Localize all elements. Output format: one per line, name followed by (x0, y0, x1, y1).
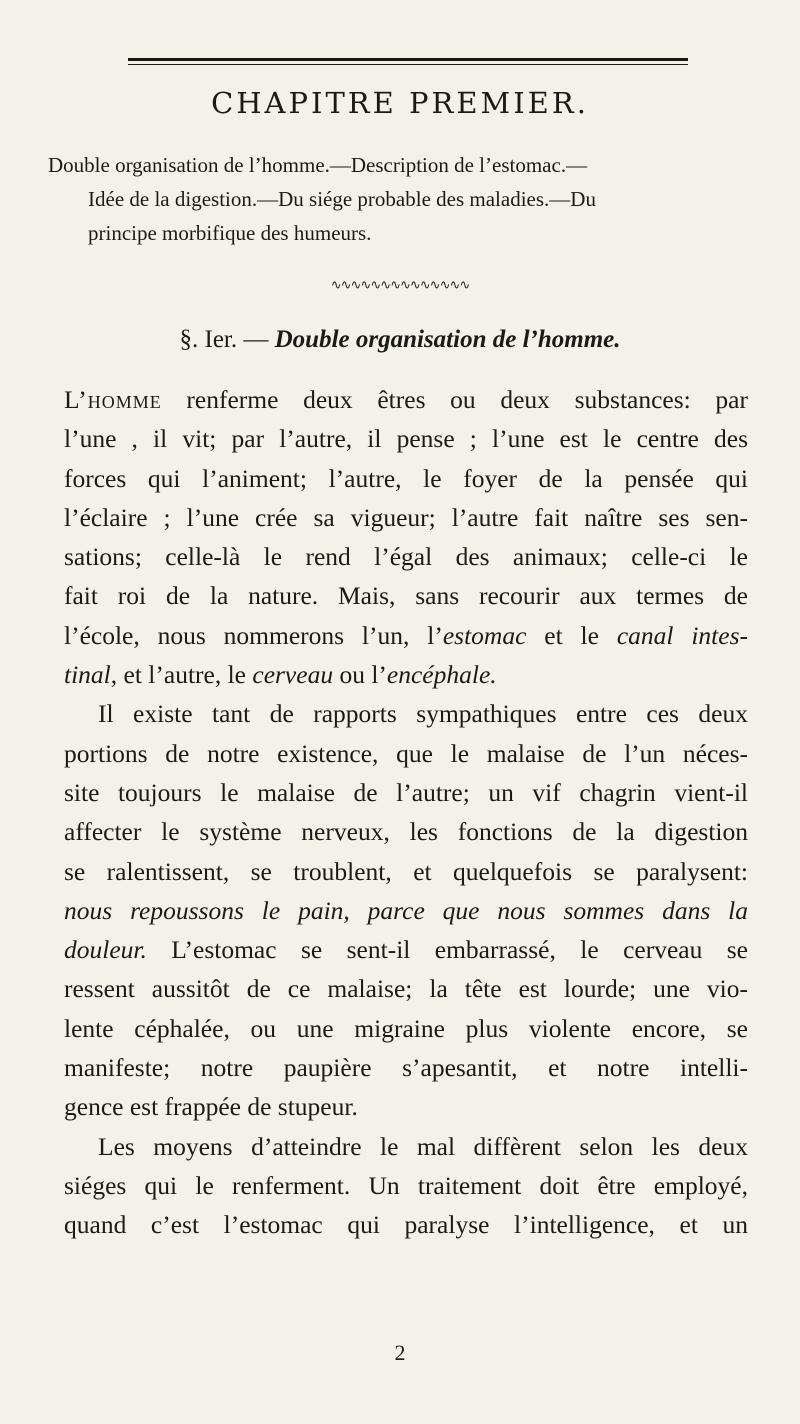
text-line: tinal, et l’autre, le cerveau ou l’encéphale. (64, 660, 497, 690)
text-line: l’éclaire ; l’une crée sa vigueur; l’autre fait naître ses sen- (64, 502, 748, 532)
ornament-divider: ∿∿∿∿∿∿∿∿∿∿∿∿∿∿ (330, 278, 470, 293)
text-line: Il existe tant de rapports sympathiques entre ces deux (98, 699, 748, 729)
text-line: affecter le système nerveux, les fonctions de la digestion (64, 817, 748, 847)
text-line: fait roi de la nature. Mais, sans recourir aux termes de (64, 581, 748, 611)
text-line: ressent aussitôt de ce malaise; la tête est lourde; une vio- (64, 974, 748, 1004)
chapter-summary (48, 148, 764, 250)
text-line: douleur. L’estomac se sent-il embarrassé, le cerveau se (64, 935, 748, 965)
section-number: §. Ier. — (179, 326, 275, 353)
text-line: se ralentissent, se troublent, et quelquefois se paralysent: (64, 856, 748, 886)
text-line: forces qui l’animent; l’autre, le foyer de la pensée qui (64, 463, 748, 493)
text-line: siéges qui le renferment. Un traitement doit être employé, (64, 1170, 748, 1200)
chapter-title: CHAPITRE PREMIER. (211, 86, 589, 120)
text-line: site toujours le malaise de l’autre; un vif chagrin vient-il (64, 777, 748, 807)
top-rule-thin (128, 64, 688, 65)
text-line: portions de notre existence, que le malaise de l’un néces- (64, 738, 748, 768)
section-heading (0, 326, 800, 354)
lead-word: L’homme (64, 385, 162, 414)
summary-line: Double organisation de l’homme.—Description de l’estomac.— (48, 153, 588, 177)
text-line: quand c’est l’estomac qui paralyse l’intelligence, et un (64, 1210, 748, 1240)
section-title: Double organisation de l’homme. (274, 326, 621, 353)
body-text (64, 380, 748, 1245)
text-line: gence est frappée de stupeur. (64, 1092, 358, 1122)
summary-line: Idée de la digestion.—Du siége probable des maladies.—Du (88, 187, 596, 211)
top-rule (128, 58, 688, 61)
signature-mark: 2 (394, 1340, 406, 1365)
text-line: nous repoussons le pain, parce que nous sommes dans la (64, 895, 748, 925)
text-line: manifeste; notre paupière s’apesantit, et notre intelli- (64, 1053, 748, 1083)
text-line: sations; celle-là le rend l’égal des animaux; celle-ci le (64, 542, 748, 572)
text-line: l’école, nous nommerons l’un, l’estomac et le canal intes- (64, 620, 748, 650)
text-line: l’une , il vit; par l’autre, il pense ; l’une est le centre des (64, 424, 748, 454)
text-line: L’homme renferme deux êtres ou deux substances: par (64, 385, 748, 414)
summary-line: principe morbifique des humeurs. (88, 221, 372, 245)
text-line: lente céphalée, ou une migraine plus violente encore, se (64, 1013, 748, 1043)
text-line: Les moyens d’atteindre le mal diffèrent selon les deux (98, 1131, 748, 1161)
